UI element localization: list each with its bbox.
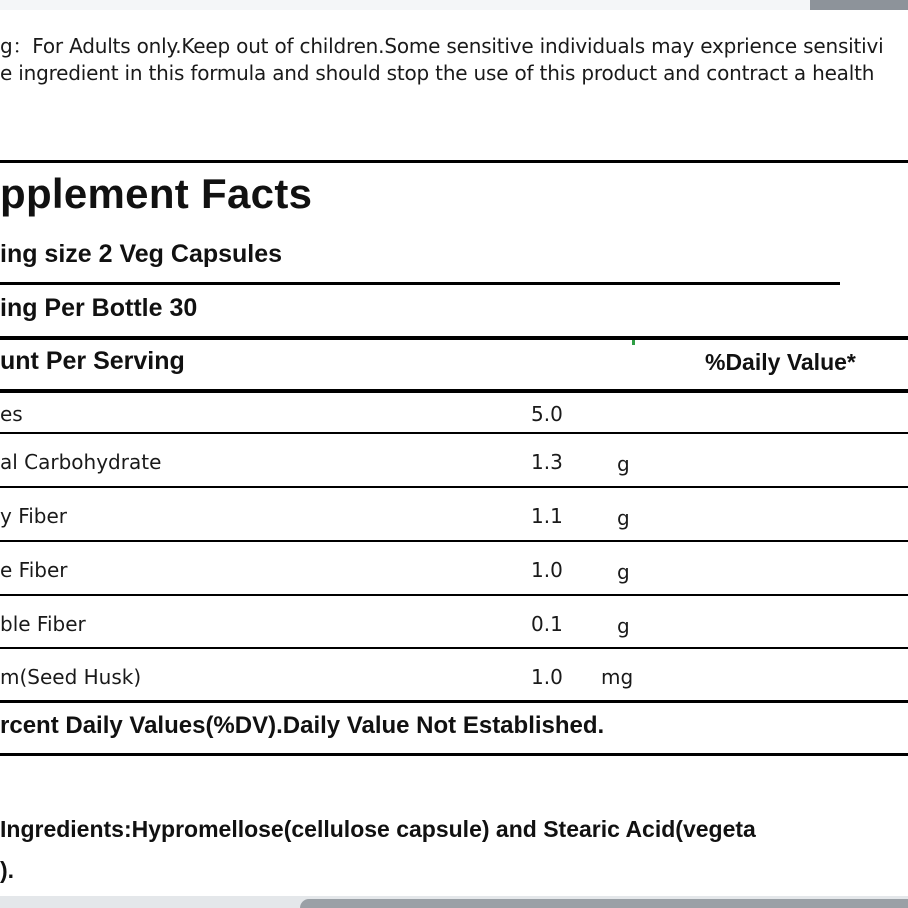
- row-label: ble Fiber: [0, 612, 86, 636]
- row-unit: g: [617, 614, 630, 638]
- facts-title: pplement Facts: [0, 170, 313, 217]
- row-unit: mg: [601, 665, 634, 689]
- row-amount: 1.3: [531, 450, 563, 474]
- row-label: y Fiber: [0, 504, 68, 528]
- row-divider: [0, 432, 908, 434]
- panel-bottom-rule: [0, 753, 908, 756]
- ingredients-line-2: ).: [0, 857, 15, 883]
- serving-size: ing size 2 Veg Capsules: [0, 240, 283, 268]
- corner-tab: [810, 0, 908, 10]
- green-mark: [632, 340, 635, 345]
- row-label: m(Seed Husk): [0, 665, 142, 689]
- row-amount: 1.1: [531, 504, 563, 528]
- row-label: e Fiber: [0, 558, 68, 582]
- row-divider: [0, 540, 908, 542]
- row-label: al Carbohydrate: [0, 450, 162, 474]
- row-unit: g: [617, 452, 630, 476]
- row-divider: [0, 594, 908, 596]
- row-divider: [0, 700, 908, 703]
- amount-per-serving-header: unt Per Serving: [0, 347, 185, 375]
- top-strip: [0, 0, 908, 10]
- panel-top-rule: [0, 160, 908, 163]
- row-amount: 0.1: [531, 612, 563, 636]
- row-unit: g: [617, 560, 630, 584]
- serving-rule: [0, 282, 840, 285]
- row-divider: [0, 486, 908, 488]
- daily-value-header: %Daily Value*: [705, 349, 856, 375]
- row-label: es: [0, 402, 23, 426]
- row-divider: [0, 647, 908, 649]
- ingredients-line-1: Ingredients:Hypromellose(cellulose capsule) and Stearic Acid(vegeta: [0, 816, 756, 842]
- servings-per-bottle: ing Per Bottle 30: [0, 294, 198, 322]
- thick-rule: [0, 336, 908, 340]
- row-amount: 1.0: [531, 558, 563, 582]
- daily-value-footnote: rcent Daily Values(%DV).Daily Value Not Established.: [0, 712, 605, 739]
- row-amount: 1.0: [531, 665, 563, 689]
- bottom-tab: [300, 899, 908, 908]
- warning-line-2: e ingredient in this formula and should stop the use of this product and contract a health: [0, 61, 875, 85]
- warning-line-1: g：For Adults only.Keep out of children.Some sensitive individuals may exprience sensitivi: [0, 34, 884, 58]
- row-unit: g: [617, 506, 630, 530]
- header-rule: [0, 389, 908, 393]
- row-amount: 5.0: [531, 402, 563, 426]
